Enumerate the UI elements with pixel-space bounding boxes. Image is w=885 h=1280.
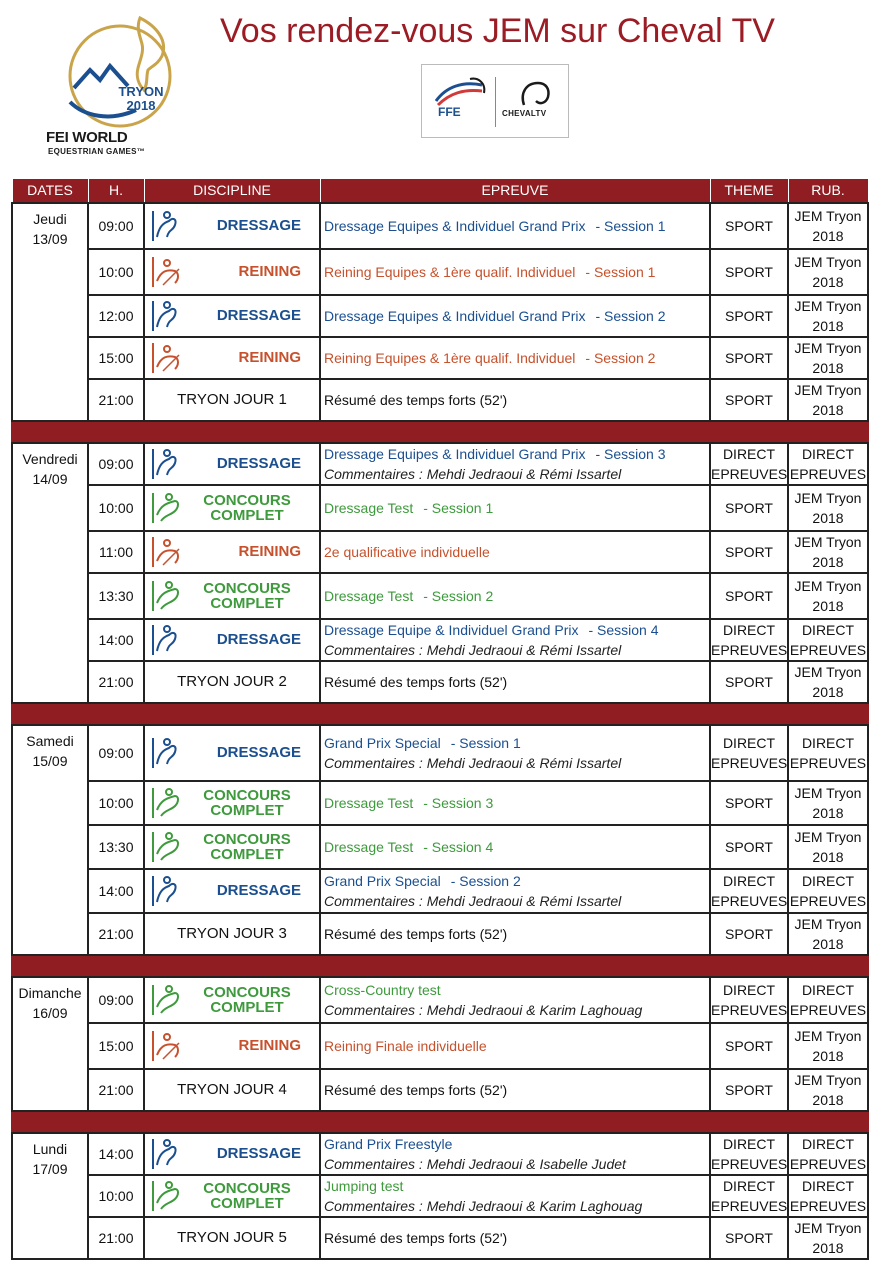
discipline-label: DRESSAGE [216,217,301,234]
rub-cell: JEM Tryon 2018 [788,913,868,955]
fei-subtitle: EQUESTRIAN GAMES™ [48,147,146,156]
theme-cell: DIRECT EPREUVES [710,725,788,781]
epreuve-cell [320,725,710,781]
date-cell: Samedi 15/09 [12,725,88,955]
rub-cell: JEM Tryon 2018 [788,531,868,573]
rub-cell: JEM Tryon 2018 [788,1023,868,1069]
dressage-icon [149,1137,183,1171]
theme-cell: SPORT [710,203,788,249]
table-row [12,1133,868,1175]
epreuve-cell [320,661,710,703]
discipline-cell [144,443,320,485]
discipline-label: DRESSAGE [216,1145,301,1162]
discipline-cell [144,977,320,1023]
hour-cell: 13:30 [88,573,144,619]
day-separator [12,703,868,725]
event-name: Reining Equipes & 1ère qualif. Individuel [324,263,576,280]
event-name: Grand Prix Special [324,734,441,751]
rub-cell: JEM Tryon 2018 [788,1069,868,1111]
rub-cell: JEM Tryon 2018 [788,1217,868,1259]
event-comment: Commentaires : Mehdi Jedraoui & Rémi Issartel [324,892,622,909]
separator-bar [12,421,868,443]
discipline-label: TRYON JOUR 1 [177,391,287,408]
discipline-label: TRYON JOUR 2 [177,673,287,690]
dressage-icon [149,447,183,481]
col-theme: THEME [710,179,788,203]
table-row [12,1175,868,1217]
col-epreuve: EPREUVE [320,179,710,203]
hour-cell: 21:00 [88,1217,144,1259]
partner-logos [421,64,569,138]
theme-cell: SPORT [710,1023,788,1069]
theme-cell: SPORT [710,295,788,337]
theme-cell: SPORT [710,825,788,869]
event-comment: Commentaires : Mehdi Jedraoui & Karim Laghouag [324,1001,643,1018]
event-name: Dressage Test [324,794,414,811]
epreuve-cell [320,485,710,531]
logo-tryon-text: TRYON 2018 [118,84,164,113]
discipline-label: TRYON JOUR 5 [177,1229,287,1246]
epreuve-cell [320,573,710,619]
rub-cell: JEM Tryon 2018 [788,295,868,337]
discipline-label: CONCOURS COMPLET [203,579,291,612]
hour-cell: 09:00 [88,977,144,1023]
dressage-icon [149,736,183,770]
discipline-label: CONCOURS COMPLET [203,983,291,1016]
rub-cell: JEM Tryon 2018 [788,485,868,531]
epreuve-cell [320,295,710,337]
discipline-cell [144,337,320,379]
rub-cell: JEM Tryon 2018 [788,661,868,703]
discipline-label: REINING [238,263,301,280]
event-session: - Session 3 [423,794,494,811]
dressage-icon [149,209,183,243]
rub-cell: DIRECT EPREUVES [788,977,868,1023]
event-session: - Session 1 [450,734,521,751]
event-comment: Commentaires : Mehdi Jedraoui & Isabelle Judet [324,1155,626,1172]
hour-cell: 15:00 [88,1023,144,1069]
fei-world-text: FEI WORLD [46,129,128,146]
discipline-cell [144,913,320,955]
ffe-label: FFE [438,105,461,119]
discipline-cell [144,1023,320,1069]
theme-cell: DIRECT EPREUVES [710,869,788,913]
day-separator [12,955,868,977]
col-hour: H. [88,179,144,203]
epreuve-cell [320,1133,710,1175]
rub-cell: DIRECT EPREUVES [788,443,868,485]
dressage-icon [149,874,183,908]
epreuve-cell [320,825,710,869]
event-comment: Commentaires : Mehdi Jedraoui & Rémi Issartel [324,465,622,482]
eventing-icon [149,786,183,820]
hour-cell: 09:00 [88,443,144,485]
hour-cell: 10:00 [88,781,144,825]
eventing-icon [149,983,183,1017]
event-name: Résumé des temps forts (52') [324,391,508,408]
event-name: Dressage Equipes & Individuel Grand Prix [324,307,586,324]
theme-cell: DIRECT EPREUVES [710,1175,788,1217]
table-row [12,781,868,825]
reining-icon [149,1029,183,1063]
date-cell: Vendredi 14/09 [12,443,88,703]
discipline-label: CONCOURS COMPLET [203,1179,291,1212]
discipline-cell [144,781,320,825]
event-name: Dressage Test [324,587,414,604]
event-name: Dressage Test [324,499,414,516]
hour-cell: 14:00 [88,619,144,661]
rub-cell: DIRECT EPREUVES [788,869,868,913]
discipline-cell [144,295,320,337]
discipline-cell [144,531,320,573]
event-session: - Session 4 [588,621,659,638]
theme-cell: DIRECT EPREUVES [710,1133,788,1175]
event-name: Résumé des temps forts (52') [324,673,508,690]
event-session: - Session 2 [595,307,666,324]
table-row [12,337,868,379]
discipline-cell [144,203,320,249]
hour-cell: 21:00 [88,661,144,703]
eventing-icon [149,491,183,525]
theme-cell: SPORT [710,913,788,955]
theme-cell: SPORT [710,1069,788,1111]
partner-divider [495,77,496,127]
hour-cell: 12:00 [88,295,144,337]
discipline-cell [144,1069,320,1111]
event-name: Cross-Country test [324,981,441,998]
event-session: - Session 1 [423,499,494,516]
table-row [12,1069,868,1111]
hour-cell: 13:30 [88,825,144,869]
table-row [12,531,868,573]
table-row [12,825,868,869]
event-name: Reining Finale individuelle [324,1037,487,1054]
discipline-label: DRESSAGE [216,307,301,324]
hour-cell: 14:00 [88,1133,144,1175]
event-session: - Session 1 [595,217,666,234]
theme-cell: SPORT [710,379,788,421]
theme-cell: SPORT [710,1217,788,1259]
epreuve-cell [320,977,710,1023]
event-name: 2e qualificative individuelle [324,543,490,560]
epreuve-cell [320,443,710,485]
separator-bar [12,955,868,977]
event-name: Résumé des temps forts (52') [324,925,508,942]
discipline-label: REINING [238,1037,301,1054]
event-name: Reining Equipes & 1ère qualif. Individuel [324,349,576,366]
rub-cell: JEM Tryon 2018 [788,249,868,295]
discipline-label: CONCOURS COMPLET [203,830,291,863]
table-row [12,869,868,913]
date-cell: Dimanche 16/09 [12,977,88,1111]
event-name: Dressage Test [324,838,414,855]
epreuve-cell [320,869,710,913]
dressage-icon [149,623,183,657]
rub-cell: JEM Tryon 2018 [788,379,868,421]
rub-cell: JEM Tryon 2018 [788,825,868,869]
separator-bar [12,703,868,725]
hour-cell: 14:00 [88,869,144,913]
table-row [12,573,868,619]
event-comment: Commentaires : Mehdi Jedraoui & Rémi Issartel [324,641,622,658]
hour-cell: 15:00 [88,337,144,379]
table-row [12,249,868,295]
epreuve-cell [320,1217,710,1259]
event-session: - Session 2 [450,872,521,889]
event-session: - Session 1 [585,263,656,280]
discipline-cell [144,869,320,913]
discipline-label: DRESSAGE [216,631,301,648]
event-session: - Session 3 [595,445,666,462]
event-session: - Session 2 [585,349,656,366]
hour-cell: 21:00 [88,1069,144,1111]
reining-icon [149,341,183,375]
table-header [12,179,868,203]
discipline-cell [144,485,320,531]
discipline-cell [144,661,320,703]
table-row [12,619,868,661]
col-discipline: DISCIPLINE [144,179,320,203]
epreuve-cell [320,913,710,955]
hour-cell: 21:00 [88,913,144,955]
event-name: Grand Prix Freestyle [324,1135,453,1152]
table-row [12,1023,868,1069]
hour-cell: 09:00 [88,203,144,249]
epreuve-cell [320,1023,710,1069]
table-row [12,725,868,781]
table-row [12,913,868,955]
theme-cell: SPORT [710,531,788,573]
rub-cell: DIRECT EPREUVES [788,619,868,661]
date-cell: Lundi 17/09 [12,1133,88,1259]
col-dates: DATES [12,179,88,203]
day-separator [12,421,868,443]
discipline-label: DRESSAGE [216,455,301,472]
table-row [12,977,868,1023]
day-separator [12,1111,868,1133]
theme-cell: DIRECT EPREUVES [710,977,788,1023]
hour-cell: 10:00 [88,1175,144,1217]
discipline-label: DRESSAGE [216,744,301,761]
discipline-cell [144,249,320,295]
table-row [12,485,868,531]
table-row [12,443,868,485]
eventing-icon [149,579,183,613]
discipline-cell [144,379,320,421]
hour-cell: 10:00 [88,485,144,531]
rub-cell: JEM Tryon 2018 [788,781,868,825]
theme-cell: SPORT [710,781,788,825]
hour-cell: 21:00 [88,379,144,421]
event-name: Dressage Equipes & Individuel Grand Prix [324,217,586,234]
chevaltv-logo-icon [514,79,554,109]
table-row [12,203,868,249]
hour-cell: 11:00 [88,531,144,573]
discipline-cell [144,1175,320,1217]
event-name: Dressage Equipe & Individuel Grand Prix [324,621,579,638]
table-row [12,661,868,703]
discipline-label: CONCOURS COMPLET [203,491,291,524]
epreuve-cell [320,619,710,661]
theme-cell: DIRECT EPREUVES [710,443,788,485]
discipline-label: REINING [238,349,301,366]
discipline-cell [144,725,320,781]
col-rub: RUB. [788,179,868,203]
event-name: Jumping test [324,1177,404,1194]
separator-bar [12,1111,868,1133]
dressage-icon [149,299,183,333]
rub-cell: DIRECT EPREUVES [788,725,868,781]
rub-cell: JEM Tryon 2018 [788,573,868,619]
hour-cell: 09:00 [88,725,144,781]
reining-icon [149,255,183,289]
theme-cell: SPORT [710,249,788,295]
table-row [12,379,868,421]
table-row [12,1217,868,1259]
discipline-label: TRYON JOUR 3 [177,925,287,942]
epreuve-cell [320,203,710,249]
theme-cell: SPORT [710,337,788,379]
discipline-label: TRYON JOUR 4 [177,1081,287,1098]
eventing-icon [149,830,183,864]
rub-cell: DIRECT EPREUVES [788,1175,868,1217]
eventing-icon [149,1179,183,1213]
epreuve-cell [320,1069,710,1111]
reining-icon [149,535,183,569]
hour-cell: 10:00 [88,249,144,295]
discipline-cell [144,825,320,869]
event-session: - Session 4 [423,838,494,855]
discipline-label: REINING [238,543,301,560]
event-comment: Commentaires : Mehdi Jedraoui & Karim Laghouag [324,1197,643,1214]
epreuve-cell [320,249,710,295]
schedule-table [11,178,869,1260]
page-title: Vos rendez-vous JEM sur Cheval TV [220,12,775,50]
event-session: - Session 2 [423,587,494,604]
epreuve-cell [320,1175,710,1217]
theme-cell: DIRECT EPREUVES [710,619,788,661]
discipline-cell [144,1133,320,1175]
discipline-label: CONCOURS COMPLET [203,786,291,819]
discipline-cell [144,619,320,661]
discipline-cell [144,573,320,619]
discipline-cell [144,1217,320,1259]
event-name: Grand Prix Special [324,872,441,889]
rub-cell: JEM Tryon 2018 [788,337,868,379]
event-name: Dressage Equipes & Individuel Grand Prix [324,445,586,462]
event-name: Résumé des temps forts (52') [324,1229,508,1246]
date-cell: Jeudi 13/09 [12,203,88,421]
discipline-label: DRESSAGE [216,882,301,899]
theme-cell: SPORT [710,485,788,531]
theme-cell: SPORT [710,661,788,703]
event-name: Résumé des temps forts (52') [324,1081,508,1098]
epreuve-cell [320,531,710,573]
epreuve-cell [320,781,710,825]
rub-cell: JEM Tryon 2018 [788,203,868,249]
event-comment: Commentaires : Mehdi Jedraoui & Rémi Issartel [324,754,622,771]
tryon-logo [44,6,176,158]
epreuve-cell [320,379,710,421]
chevaltv-label: CHEVALTV [502,109,547,118]
epreuve-cell [320,337,710,379]
table-row [12,295,868,337]
theme-cell: SPORT [710,573,788,619]
rub-cell: DIRECT EPREUVES [788,1133,868,1175]
